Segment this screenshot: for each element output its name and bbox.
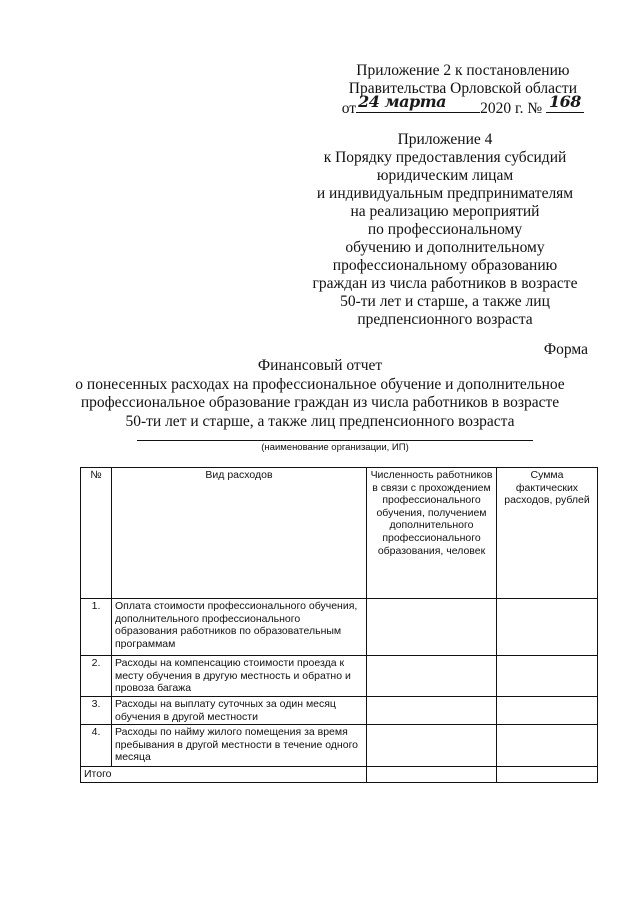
header-type: Вид расходов [112,468,367,599]
header-sum: Сумма фактических расходов, рублей [497,468,598,599]
row-text: Расходы по найму жилого помещения за время пребывания в другой местности в течение одного месяца [112,725,367,767]
appendix4-block [300,131,590,329]
row-count-cell[interactable] [367,599,497,656]
row-count-cell[interactable] [367,656,497,697]
org-name-line [137,440,533,441]
title-line2: о понесенных расходах на профессиональное обучение и дополнительное [75,375,565,393]
total-sum-cell[interactable] [497,767,598,783]
appendix4-line: по профессиональному [367,221,523,238]
row-num: 3. [81,697,112,725]
appendix4-line: и индивидуальным предпринимателям [316,185,574,202]
title-line3: профессиональное образование граждан из числа работников в возрасте [80,394,560,411]
appendix4-line: граждан из числа работников в возрасте [312,275,578,292]
row-sum-cell[interactable] [497,725,598,767]
row-text: Оплата стоимости профессионального обучения, дополнительного профессионального образования работников по образовательным программам [112,599,367,656]
date-underline [356,92,480,113]
appendix4-line: к Порядку предоставления субсидий [323,149,567,166]
header-num: № [81,468,112,599]
appendix4-line: обучению и дополнительному [345,239,545,256]
expense-table [80,467,598,783]
number-handwritten: 168 [549,92,581,111]
appendix4-line: на реализацию мероприятий [350,203,540,220]
appendix2-block [342,62,584,118]
row-count-cell[interactable] [367,725,497,767]
row-num: 2. [81,656,112,697]
row-count-cell[interactable] [367,697,497,725]
table-row [81,725,598,767]
year-text: 2020 г. № [480,100,543,117]
report-title [0,357,640,431]
total-label: Итого [81,767,367,783]
table-total-row [81,767,598,783]
appendix4-line: Приложение 4 [397,131,493,148]
header-count: Численность работников в связи с прохождением профессионального обучения, получением дополнительного профессионального образования, человек [367,468,497,599]
row-num: 1. [81,599,112,656]
appendix4-line: юридическим лицам [376,167,514,184]
date-prefix: от [341,100,357,117]
title-line4: 50-ти лет и старше, а также лиц предпенсионного возраста [125,412,515,430]
row-text: Расходы на компенсацию стоимости проезда к месту обучения в другую местность и обратно и провоза багажа [112,656,367,697]
appendix4-line: предпенсионного возраста [357,311,533,328]
appendix4-line: профессиональному образованию [332,257,558,274]
row-sum-cell[interactable] [497,697,598,725]
table-row [81,656,598,697]
appendix2-date-line [341,92,584,118]
table-row [81,697,598,725]
appendix2-line2: Правительства Орловской области [348,80,577,97]
date-handwritten: 24 марта [358,92,446,111]
total-count-cell[interactable] [367,767,497,783]
row-num: 4. [81,725,112,767]
org-name-caption: (наименование организации, ИП) [261,442,409,453]
number-underline [546,92,584,113]
appendix2-line1: Приложение 2 к постановлению [356,62,570,79]
row-text: Расходы на выплату суточных за один месяц обучения в другой местности [112,697,367,725]
title-line1: Финансовый отчет [257,357,383,374]
row-sum-cell[interactable] [497,656,598,697]
appendix4-line: 50-ти лет и старше, а также лиц [340,293,550,310]
table-header-row [81,468,598,599]
table-row [81,599,598,656]
form-label: Форма [543,341,588,358]
row-sum-cell[interactable] [497,599,598,656]
